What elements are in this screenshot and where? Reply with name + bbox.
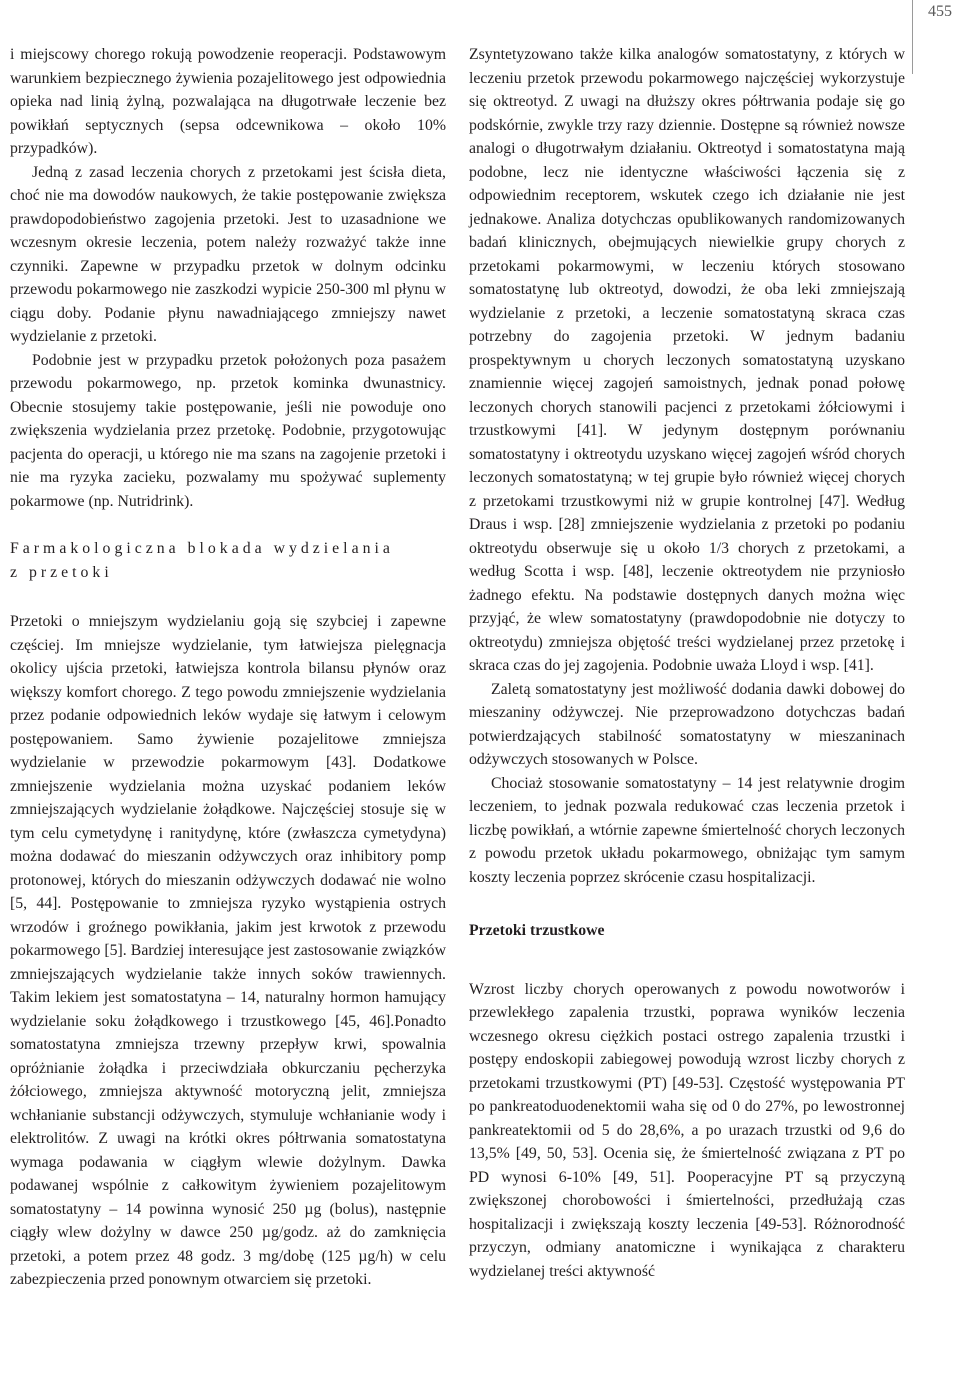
paragraph: Zaletą somatostatyny jest możliwość dodania dawki dobowej do mieszaniny odżywczej. Nie przeprowadzono dotychczas badań potwierdzających stabilność somatostatyny w mieszaninach odżywczych stosowanych w Polsce. <box>469 680 905 768</box>
left-column <box>10 43 446 1292</box>
paragraph: Przetoki o mniejszym wydzielaniu goją się szybciej i zapewne częściej. Im mniejsze wydzielanie, tym łatwiejsza pielęgnacja okolicy ujścia przetoki, łatwiejsza kontrola bilansu płynów oraz większy komfort chorego. Z tego powodu zmniejszenie wydzielania przez podanie odpowiednich leków wydaje się łatwym i celowym postępowaniem. Samo żywienie pozajelitowe zmniejsza wydzielanie w przewodzie pokarmowym [43]. Dodatkowe zmniejszenie wydzielania można uzyskać podaniem leków zmniejszających wydzielanie żołądkowe. Najczęściej stosuje się w tym celu cymetydynę i ranitydynę, które (zwłaszcza cymetydyna) można dodawać do mieszanin odżywczych oraz inhibitory pomp protonowej, których do mieszanin odżywczych dodawać nie wolno [5, 44]. Postępowanie to zmniejsza ryzyko wystąpienia ostrych wrzodów i groźnego powikłania, jakim jest krwotok z przewodu pokarmowego [5]. Bardziej interesujące jest zastosowanie związków zmniejszających wydzielanie także innych soków trawiennych. Takim lekiem jest somatostatyna – 14, naturalny hormon hamujący wydzielanie soku żołądkowego i trzustkowego [45, 46].Ponadto somatostatyna zmniejsza trzewny przepływ krwi, spowalnia opróżnianie żołądka i przeciwdziała obkurczaniu pęcherzyka żółciowego, zmniejsza aktywność motoryczną jelit, zmniejsza wchłanianie substancji odżywczych, stymuluje wchłanianie wody i elektrolitów. Z uwagi na krótki okres półtrwania somatostatyna wymaga podawania w ciągłym wlewie dożylnym. Dawka podawanej wspólnie z całkowitym żywieniem pozajelitowym somatostatyny – 14 powinna wynosić 250 µg (bolus), następnie ciągły wlew dożylny w dawce 250 µg/godz. aż do zamknięcia przetoki, a potem przez 48 godz. 3 mg/dobę (125 µg/h) w celu zabezpieczenia przed ponownym otwarciem się przetoki. <box>10 613 446 1288</box>
paragraph: i miejscowy chorego rokują powodzenie reoperacji. Podstawowym warunkiem bezpiecznego żywienia pozajelitowego jest odpowiednia opieka nad linią żylną, pozwalająca na długotrwałe leczenie bez powikłań septycznych (sepsa odcewnikowa – około 10% przypadków). <box>10 46 446 157</box>
section-title-pharmacological-blockade <box>10 537 446 584</box>
paragraph: Jedną z zasad leczenia chorych z przetokami jest ścisła dieta, choć nie ma dowodów naukowych, że takie postępowanie zwiększa prawdopodobieństwo zagojenia przetoki. Jest to uzasadnione we wczesnym okresie leczenia, potem należy rozważyć także inne czynniki. Zapewne w przypadku przetok w dolnym odcinku przewodu pokarmowego nie zaszkodzi wypicie 250-300 ml płynu w ciągu doby. Podanie płynu nawadniającego zmniejszy nawet wydzielanie z przetoki. <box>10 163 446 345</box>
page-number-rule <box>912 0 913 74</box>
paragraph: Chociaż stosowanie somatostatyny – 14 jest relatywnie drogim leczeniem, to jednak pozwala redukować czas leczenia przetok i liczbę powikłań, a wtórnie zapewne śmiertelność chorych leczonych z powodu przetok układu pokarmowego, obniżając tym samym koszty leczenia poprzez skrócenie czasu hospitalizacji. <box>469 774 905 886</box>
paragraph: Podobnie jest w przypadku przetok położonych poza pasażem przewodu pokarmowego, np. przetok kominka dwunastnicy. Obecnie stosujemy takie postępowanie, jeśli nie powoduje ono zwiększenia wydzielania przez przetokę. Podobnie, przygotowując pacjenta do operacji, u którego nie ma szans na zagojenie przetoki i nie ma ryzyka zacieku, pozwalamy mu spożywać suplementy pokarmowe (np. Nutridrink). <box>10 351 446 510</box>
page-number: 455 <box>928 3 952 20</box>
section-title-line: z przetoki <box>10 563 113 581</box>
section-title-line: Farmakologiczna blokada wydzielania <box>10 540 394 557</box>
paragraph: Wzrost liczby chorych operowanych z powodu nowotworów i przewlekłego zapalenia trzustki, poprawa wyników leczenia wczesnego okresu ciężkich postaci ostrego zapalenia trzustki i postępy endoskopii zabiegowej powodują wzrost liczby chorych z przetokami trzustkowymi (PT) [49-53]. Częstość występowania PT po pankreatoduodenektomii waha się od 0 do 27%, po lewostronnej pankreatektomii od 5 do 28,6%, a po urazach trzustki od 9,6 do 13,5% [49, 50, 53]. Ocenia się, że śmiertelność związana z PT po PD wynosi 6-10% [49, 51]. Pooperacyjne PT są przyczyną zwiększonej chorobowości i śmiertelności, przedłużają czas hospitalizacji i zwiększają koszty leczenia [49-53]. Różnorodność przyczyn, odmiany anatomiczne i wynikająca z charakteru wydzielanej treści aktywność <box>469 980 905 1280</box>
section-heading-pancreatic-fistulas: Przetoki trzustkowe <box>469 922 605 939</box>
right-column <box>469 43 905 1283</box>
paragraph: Zsyntetyzowano także kilka analogów somatostatyny, z których w leczeniu przetok przewodu pokarmowego najczęściej wykorzystuje się oktreotyd. Z uwagi na dłuższy okres półtrwania podaje się go podskórnie, zwykle trzy razy dziennie. Dostępne są również nowsze analogi o długotrwałym działaniu. Oktreotyd i somatostatyna mają podobne, lecz nie identyczne właściwości łączenia się z odpowiednim receptorem, wskutek czego ich działanie nie jest jednakowe. Analiza dotychczas opublikowanych randomizowanych badań klinicznych, obejmujących niewielkie grupy chorych z przetokami pokarmowymi, w leczeniu których stosowano somatostatynę lub oktreotyd, dowodzi, że oba leki zmniejszają wydzielanie z przetoki, a leczenie somatostatyną skraca czas potrzebny do zagojenia przetoki. W jednym badaniu prospektywnym u chorych leczonych somatostatyną uzyskano znamiennie więcej zagojeń samoistnych, jednak ponad połowę leczonych chorych stanowili pacjenci z przetokami żółciowymi i trzustkowymi [41]. W jedynym dostępnym porównaniu somatostatyny i oktreotydu uzyskano więcej zagojeń wśród chorych leczonych somatostatyną; w tej grupie było również więcej chorych z przetokami trzustkowymi niż w grupie kontrolnej [47]. Według Draus i wsp. [28] zmniejszenie wydzielania z przetoki po podaniu oktreotydu obserwuje się u około 1/3 chorych z przetokami, a według Scotta i wsp. [48], leczenie oktreotydem nie przyniosło żadnego efektu. Na podstawie dostępnych danych można więc przyjąć, że wlew somatostatyny (prawdopodobnie nie dotyczy to oktreotydu) zmniejsza objętość treści wydzielanej przez przetokę i skraca czas do jej zagojenia. Podobnie uważa Lloyd i wsp. [41]. <box>469 46 905 674</box>
